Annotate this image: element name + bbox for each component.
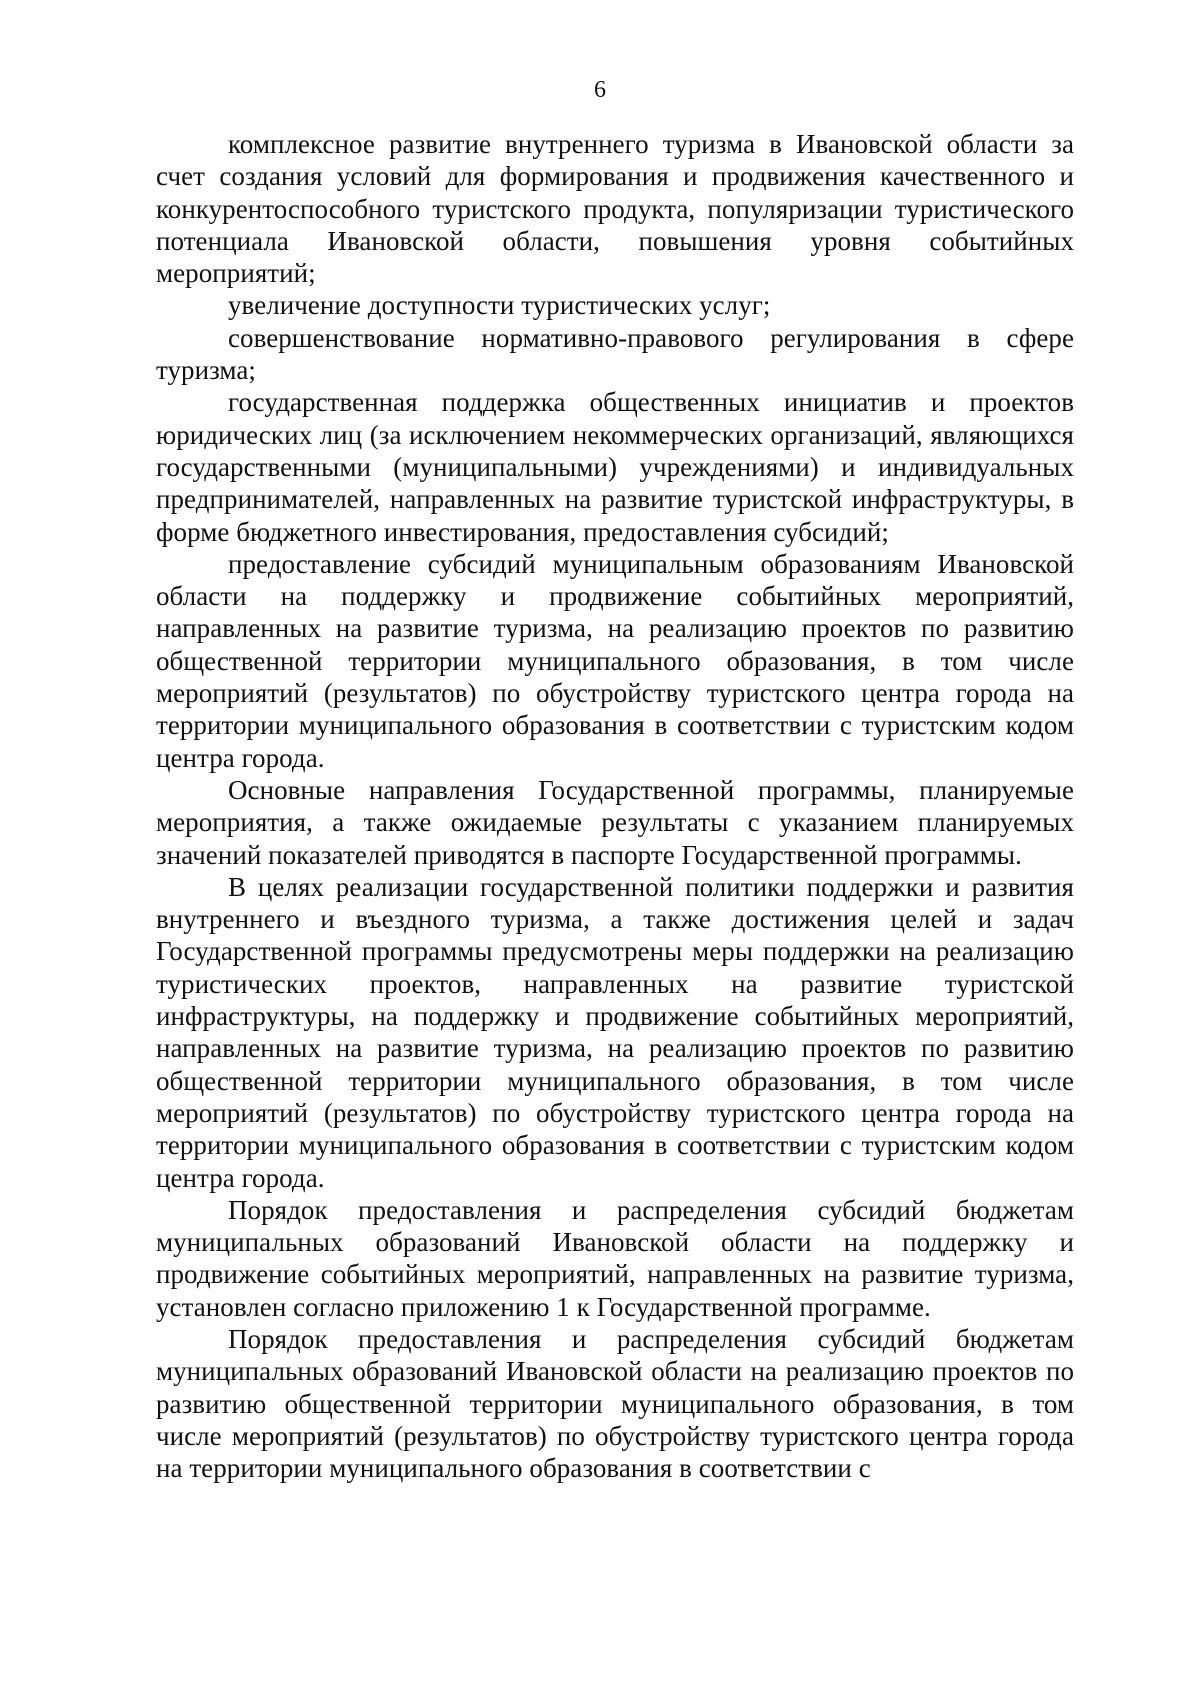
paragraph-tourism-development: комплексное развитие внутреннего туризма в Ивановской области за счет создания условий для формирования и продвижения качественного и конкурентоспособного туристского продукта, популяризации туристического потенциала Ивановской области, повышения уровня событийных мероприятий;	[156, 129, 1074, 289]
paragraph-municipal-subsidies: предоставление субсидий муниципальным образованиям Ивановской области на поддержку и продвижение событийных мероприятий, направленных на развитие туризма, на реализацию проектов по развитию общественной территории муниципального образования, в том числе мероприятий (результатов) по обустройству туристского центра города на территории муниципального образования в соответствии с туристским кодом центра города.	[156, 548, 1074, 773]
paragraph-service-availability: увеличение доступности туристических услуг;	[228, 290, 771, 321]
paragraph-main-directions: Основные направления Государственной программы, планируемые мероприятия, а также ожидаемые результаты с указанием планируемых значений показателей приводятся в паспорте Государственной программы.	[156, 774, 1074, 870]
paragraph-regulation: совершенствование нормативно-правового регулирования в сфере туризма;	[156, 322, 1074, 386]
paragraph-support-measures: В целях реализации государственной политики поддержки и развития внутреннего и въездного туризма, а также достижения целей и задач Государственной программы предусмотрены меры поддержки на реализацию туристических проектов, направленных на развитие туристской инфраструктуры, на поддержку и продвижение событийных мероприятий, направленных на развитие туризма, на реализацию проектов по развитию общественной территории муниципального образования, в том числе мероприятий (результатов) по обустройству туристского центра города на территории муниципального образования в соответствии с туристским кодом центра города.	[156, 871, 1074, 1193]
paragraph-event-subsidy-procedure: Порядок предоставления и распределения субсидий бюджетам муниципальных образований Ивановской области на поддержку и продвижение событийных мероприятий, направленных на развитие туризма, установлен согласно приложению 1 к Государственной программе.	[156, 1194, 1074, 1322]
paragraph-state-support: государственная поддержка общественных инициатив и проектов юридических лиц (за исключением некоммерческих организаций, являющихся государственными (муниципальными) учреждениями) и индивидуальных предпринимателей, направленных на развитие туристской инфраструктуры, в форме бюджетного инвестирования, предоставления субсидий;	[156, 387, 1074, 547]
document-body	[156, 128, 1074, 1484]
page-number: 6	[594, 77, 606, 103]
paragraph-territory-subsidy-procedure: Порядок предоставления и распределения субсидий бюджетам муниципальных образований Ивановской области на реализацию проектов по развитию общественной территории муниципального образования, в том числе мероприятий (результатов) по обустройству туристского центра города на территории муниципального образования в соответствии с	[156, 1323, 1074, 1484]
